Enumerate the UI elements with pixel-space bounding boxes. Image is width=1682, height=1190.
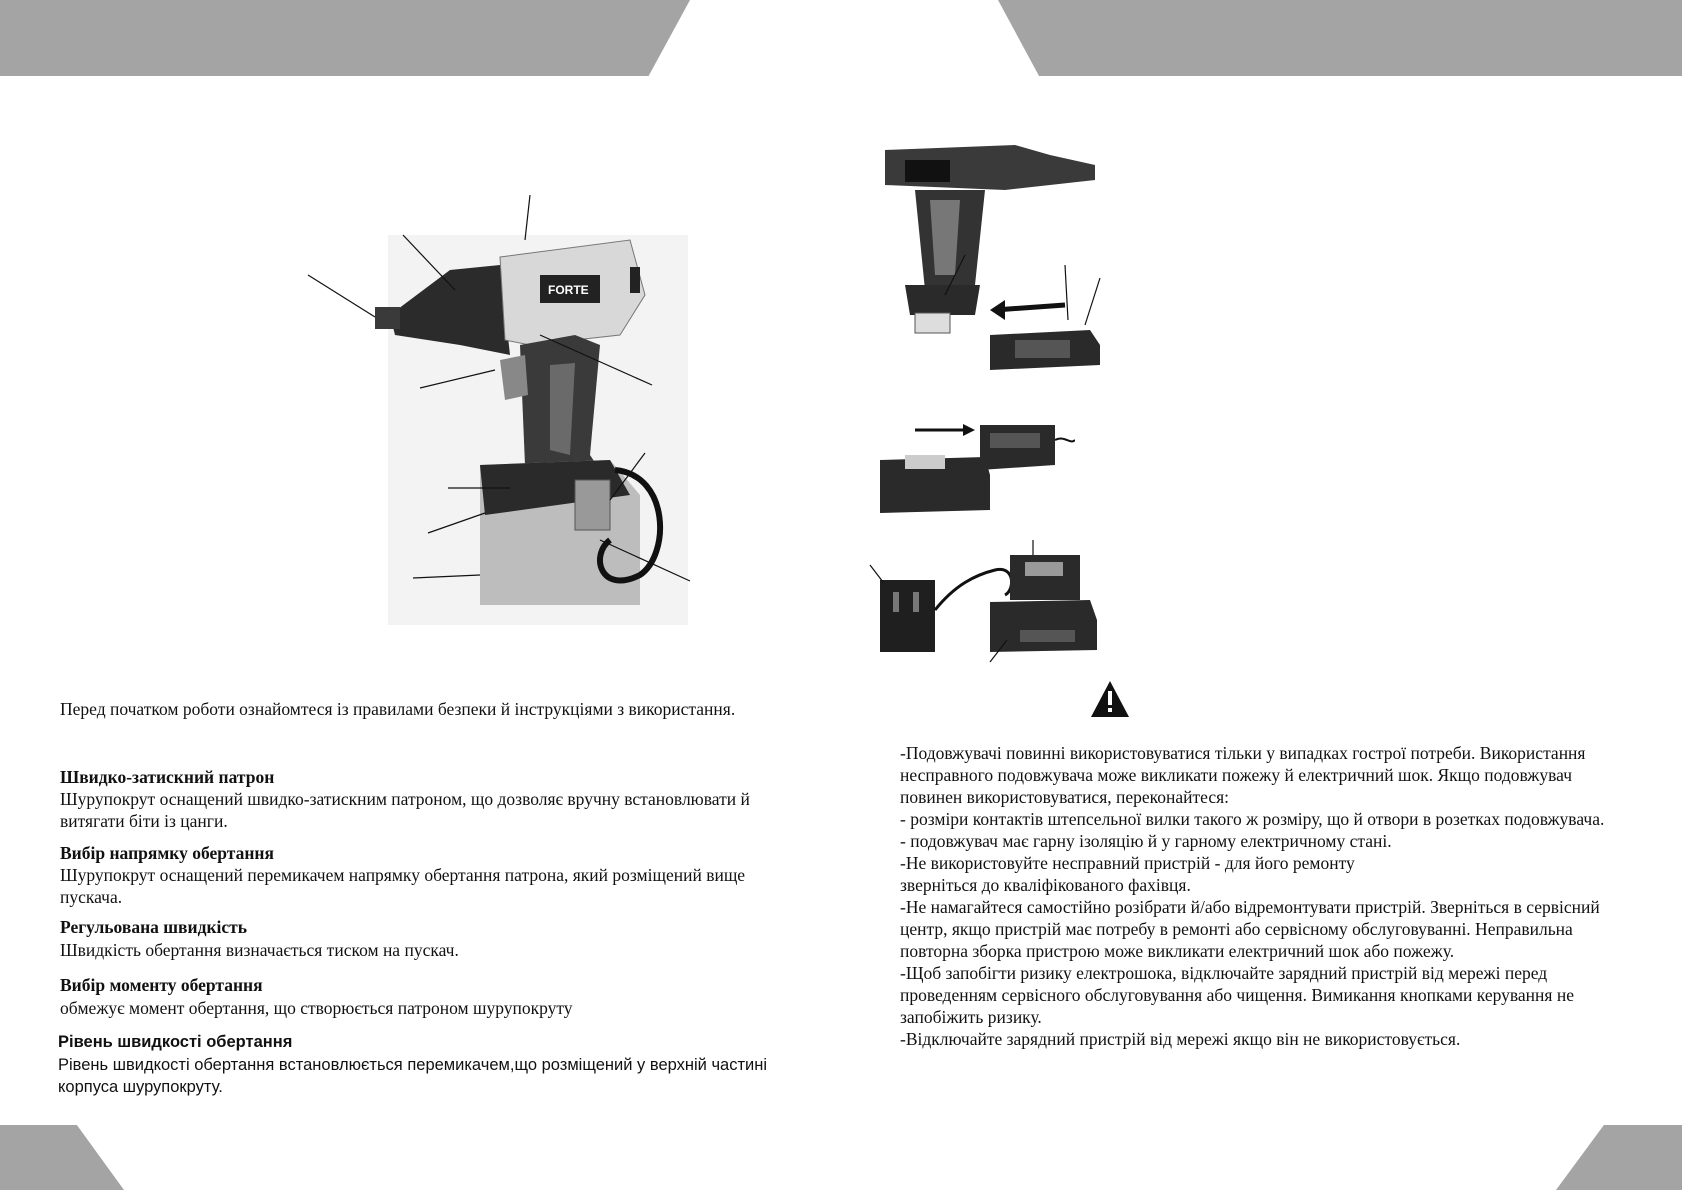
section-body-speed: Швидкість обертання визначається тиском на пускач. bbox=[60, 940, 459, 960]
drill-illustration bbox=[300, 195, 750, 635]
section-heading-chuck: Швидко-затискний патрон bbox=[60, 767, 275, 787]
warning-triangle-icon bbox=[1090, 680, 1130, 718]
charger-adapter-illustration bbox=[865, 540, 1105, 665]
section-body-chuck: Шурупокрут оснащений швидко-затискним патроном, що дозволяє вручну встановлювати й витягати біти із цанги. bbox=[60, 789, 750, 831]
section-heading-direction: Вибір напрямку обертання bbox=[60, 843, 274, 863]
section-body-torque: обмежує момент обертання, що створюється патроном шурупокруту bbox=[60, 998, 573, 1018]
warning-item: -Щоб запобігти ризику електрошока, відключайте зарядний пристрій від мережі перед проведенням сервісного обслуговування або чищення. Вимикання кнопками керування не запобіжить ризику. bbox=[900, 963, 1574, 1027]
warning-item: -Подовжувачі повинні використовуватися тільки у випадках гострої потреби. Використання несправного подовжувача може викликати пожежу й електричний шок. Якщо подовжувач повинен використовуватися, переконайтеся: bbox=[900, 743, 1586, 807]
intro-text: Перед початком роботи ознайомтеся із правилами безпеки й інструкціями з використання. bbox=[60, 699, 736, 719]
section-body-direction: Шурупокрут оснащений перемикачем напрямку обертання патрона, який розміщений вище пускача. bbox=[60, 865, 746, 907]
warning-list bbox=[900, 742, 1620, 1050]
footer-band-left bbox=[0, 1125, 124, 1190]
warning-item: -Не намагайтеся самостійно розібрати й/або відремонтувати пристрій. Зверніться в сервісний центр, якщо пристрій має потребу в ремонті або сервісному обслуговуванні. Неправильна повторна зборка пристрою може викликати електричний шок або пожежу. bbox=[900, 897, 1600, 961]
warning-item: -Відключайте зарядний пристрій від мережі якщо він не використовується. bbox=[900, 1029, 1461, 1049]
battery-charger-illustration bbox=[875, 415, 1075, 525]
header-band-right bbox=[998, 0, 1682, 76]
section-heading-speed: Регульована швидкість bbox=[60, 917, 248, 937]
battery-insert-illustration bbox=[875, 135, 1105, 375]
warning-item: - розміри контактів штепсельної вилки такого ж розміру, що й отвори в розетках подовжувача. bbox=[900, 809, 1605, 829]
brand-label: FORTE bbox=[548, 283, 589, 297]
warning-item: -Не використовуйте несправний пристрій - для його ремонту звернiться до кваліфікованого фахівця. bbox=[900, 853, 1355, 895]
footer-band-right bbox=[1556, 1125, 1682, 1190]
warning-item: - подовжувач має гарну ізоляцію й у гарному електричному стані. bbox=[900, 831, 1392, 851]
section-body-speed-level: Рівень швидкості обертання встановлюється перемикачем,що розміщений у верхній частині корпуса шурупокруту. bbox=[58, 1056, 768, 1096]
section-heading-torque: Вибір моменту обертання bbox=[60, 975, 263, 995]
header-band-left bbox=[0, 0, 690, 76]
section-heading-speed-level: Рівень швидкості обертання bbox=[58, 1033, 293, 1051]
